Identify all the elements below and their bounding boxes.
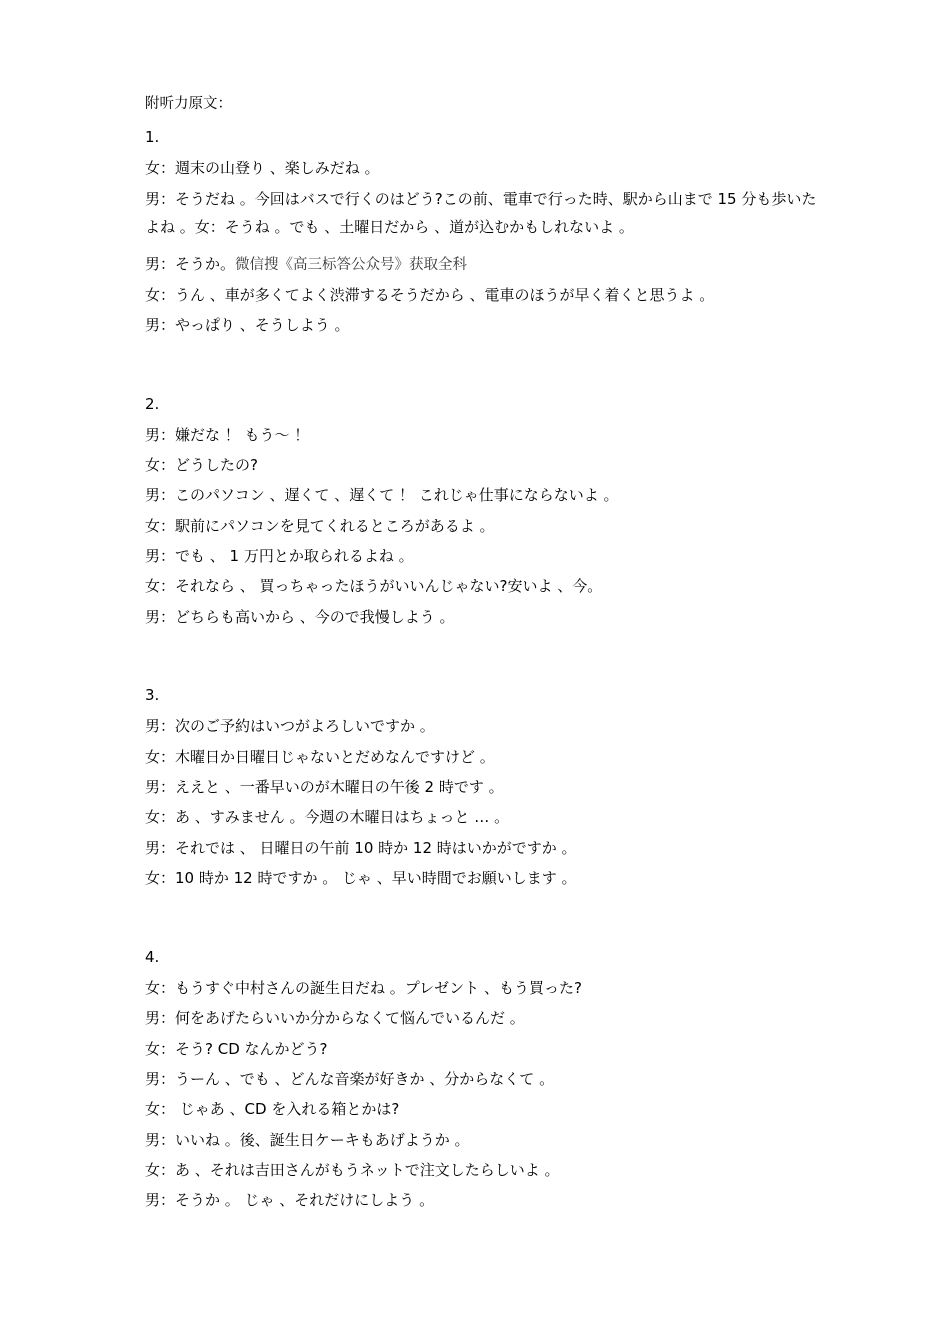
dialogue-line: 女：木曜日か日曜日じゃないとだめなんですけど 。 — [145, 748, 495, 766]
dialogue-line: 男：うーん 、でも 、どんな音楽が好きか 、分からなくて 。 — [145, 1070, 555, 1088]
dialogue-line: 男：それでは 、 日曜日の午前 10 時か 12 時はいかがですか 。 — [145, 839, 577, 857]
section-number: 3. — [145, 686, 160, 704]
dialogue-line: 男：どちらも高いから 、今ので我慢しよう 。 — [145, 608, 455, 626]
dialogue-line: 女： じゃあ 、CD を入れる箱とかは? — [145, 1100, 400, 1118]
dialogue-line: 男：嫌だな ！ もう～ ！ — [145, 426, 310, 444]
dialogue-line: 女：それなら 、 買っちゃったほうがいいんじゃない?安いよ 、今。 — [145, 577, 603, 595]
dialogue-text: 男：そうか。 — [145, 255, 236, 273]
section-number: 4. — [145, 948, 160, 966]
header-label: 附听力原文： — [145, 96, 232, 112]
dialogue-line: 女：もうすぐ中村さんの誕生日だね 。プレゼント 、もう買った? — [145, 979, 582, 997]
dialogue-line: 男：ええと 、一番早いのが木曜日の午後 2 時です 。 — [145, 778, 504, 796]
dialogue-line: 男：そうだね 。今回はバスで行くのはどう?この前、電車で行った時、駅から山まで 15 分も歩いたよね 。女：そうね 。でも 、土曜日だから 、道が込むかもしれないよ 。 — [145, 190, 817, 236]
dialogue-line: 女：あ 、すみません 。今週の木曜日はちょっと … 。 — [145, 808, 510, 826]
dialogue-line: 男：そうか 。 じゃ 、それだけにしよう 。 — [145, 1191, 435, 1209]
section-number: 2. — [145, 395, 160, 413]
dialogue-line: 男：このパソコン 、遅くて 、遅くて ！ これじゃ仕事にならないよ 。 — [145, 486, 619, 504]
dialogue-line: 女：あ 、それは吉田さんがもうネットで注文したらしいよ 。 — [145, 1161, 560, 1179]
dialogue-line: 女：週末の山登り 、楽しみだね 。 — [145, 159, 380, 177]
dialogue-line: 男：次のご予約はいつがよろしいですか 。 — [145, 717, 435, 735]
dialogue-line: 女：駅前にパソコンを見てくれるところがあるよ 。 — [145, 517, 495, 535]
dialogue-line: 男：いいね 。後、誕生日ケーキもあげようか 。 — [145, 1131, 470, 1149]
dialogue-line: 男：でも 、 1 万円とか取られるよね 。 — [145, 547, 414, 565]
dialogue-line: 女：10 時か 12 時ですか 。 じゃ 、早い時間でお願いします 。 — [145, 869, 577, 887]
section-number: 1. — [145, 128, 160, 146]
promo-text: 微信搜《高三标答公众号》获取全科 — [235, 257, 468, 273]
dialogue-line: 男：何をあげたらいいか分からなくて悩んでいるんだ 。 — [145, 1009, 525, 1027]
dialogue-line: 男：やっぱり 、そうしよう 。 — [145, 316, 350, 334]
dialogue-line: 女：どうしたの? — [145, 456, 258, 474]
dialogue-line-with-promo — [145, 253, 825, 276]
dialogue-line: 女：そう? CD なんかどう? — [145, 1040, 328, 1058]
dialogue-line: 女：うん 、車が多くてよく渋滞するそうだから 、電車のほうが早く着くと思うよ 。 — [145, 286, 715, 304]
